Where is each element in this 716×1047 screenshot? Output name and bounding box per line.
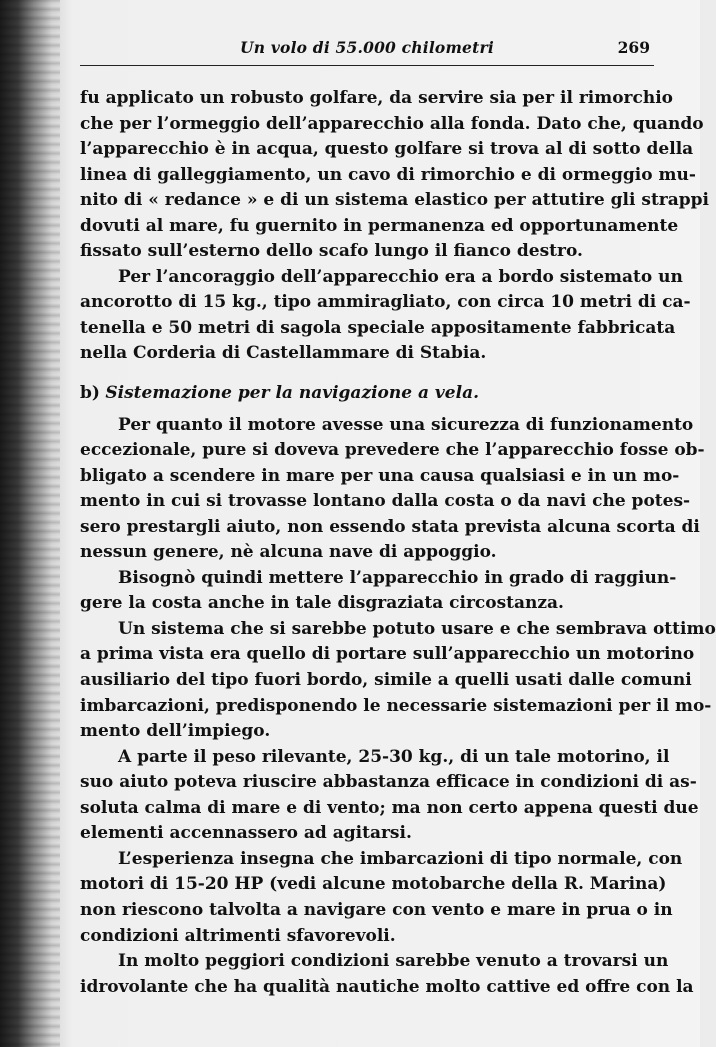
text-line: sero prestargli aiuto, non essendo stata prevista alcuna scorta di bbox=[80, 516, 700, 537]
text-line: suo aiuto poteva riuscire abbastanza efficace in condizioni di as- bbox=[80, 772, 697, 793]
text-line: elementi accennassero ad agitarsi. bbox=[80, 823, 412, 844]
text-line: L’esperienza insegna che imbarcazioni di tipo normale, con bbox=[118, 848, 683, 869]
text-line: condizioni altrimenti sfavorevoli. bbox=[80, 925, 396, 946]
binding-shadow bbox=[0, 0, 60, 1047]
text-line: Per quanto il motore avesse una sicurezza di funzionamento bbox=[118, 414, 694, 435]
text-line: mento dell’impiego. bbox=[80, 721, 271, 742]
text-line: che per l’ormeggio dell’apparecchio alla fonda. Dato che, quando bbox=[80, 113, 704, 134]
text-line: l’apparecchio è in acqua, questo golfare si trova al di sotto della bbox=[80, 139, 694, 160]
text-line: motori di 15-20 HP (vedi alcune motobarche della R. Marina) bbox=[80, 874, 667, 895]
text-line: linea di galleggiamento, un cavo di rimorchio e di ormeggio mu- bbox=[80, 164, 696, 185]
running-title: Un volo di 55.000 chilometri bbox=[240, 38, 494, 57]
running-head bbox=[78, 38, 656, 60]
text-line: imbarcazioni, predisponendo le necessarie sistemazioni per il mo- bbox=[80, 695, 712, 716]
text-line: dovuti al mare, fu guernito in permanenza ed opportunamente bbox=[80, 215, 679, 236]
text-line: soluta calma di mare e di vento; ma non certo appena questi due bbox=[80, 797, 699, 818]
text-line: ancorotto di 15 kg., tipo ammiragliato, con circa 10 metri di ca- bbox=[80, 292, 691, 313]
section-heading-letter: b) bbox=[80, 383, 100, 404]
text-line: tenella e 50 metri di sagola speciale appositamente fabbricata bbox=[80, 317, 676, 338]
text-line: Per l’ancoraggio dell’apparecchio era a bordo sistemato un bbox=[118, 266, 683, 287]
text-line: fu applicato un robusto golfare, da servire sia per il rimorchio bbox=[80, 88, 674, 108]
text-line: A parte il peso rilevante, 25-30 kg., di un tale motorino, il bbox=[118, 746, 670, 767]
section-heading-title: Sistemazione per la navigazione a vela. bbox=[105, 383, 480, 404]
text-line: fissato sull’esterno dello scafo lungo il fianco destro. bbox=[80, 241, 583, 262]
text-line: idrovolante che ha qualità nautiche molto cattive ed offre con la bbox=[80, 976, 694, 997]
page-number: 269 bbox=[617, 38, 650, 57]
section-heading bbox=[80, 381, 652, 407]
header-rule bbox=[80, 65, 654, 66]
text-line: Bisognò quindi mettere l’apparecchio in grado di raggiun- bbox=[118, 567, 677, 588]
section-gap bbox=[80, 367, 652, 381]
text-line: gere la costa anche in tale disgraziata circostanza. bbox=[80, 593, 564, 614]
text-line: bligato a scendere in mare per una causa qualsiasi e in un mo- bbox=[80, 465, 680, 486]
text-line: non riescono talvolta a navigare con vento e mare in prua o in bbox=[80, 899, 673, 920]
text-line: nella Corderia di Castellammare di Stabia. bbox=[80, 343, 487, 364]
text-line: mento in cui si trovasse lontano dalla costa o da navi che potes- bbox=[80, 491, 691, 512]
body-text bbox=[80, 86, 716, 1000]
text-line: Un sistema che si sarebbe potuto usare e che sembrava ottimo bbox=[118, 618, 716, 639]
text-line: In molto peggiori condizioni sarebbe venuto a trovarsi un bbox=[118, 951, 669, 972]
text-line: ausiliario del tipo fuori bordo, simile a quelli usati dalle comuni bbox=[80, 670, 692, 691]
text-line: nito di « redance » e di un sistema elastico per attutire gli strappi bbox=[80, 190, 710, 211]
text-line: nessun genere, nè alcuna nave di appoggio. bbox=[80, 542, 497, 563]
text-line: a prima vista era quello di portare sull’apparecchio un motorino bbox=[80, 644, 695, 665]
text-line: eccezionale, pure si doveva prevedere che l’apparecchio fosse ob- bbox=[80, 440, 705, 461]
